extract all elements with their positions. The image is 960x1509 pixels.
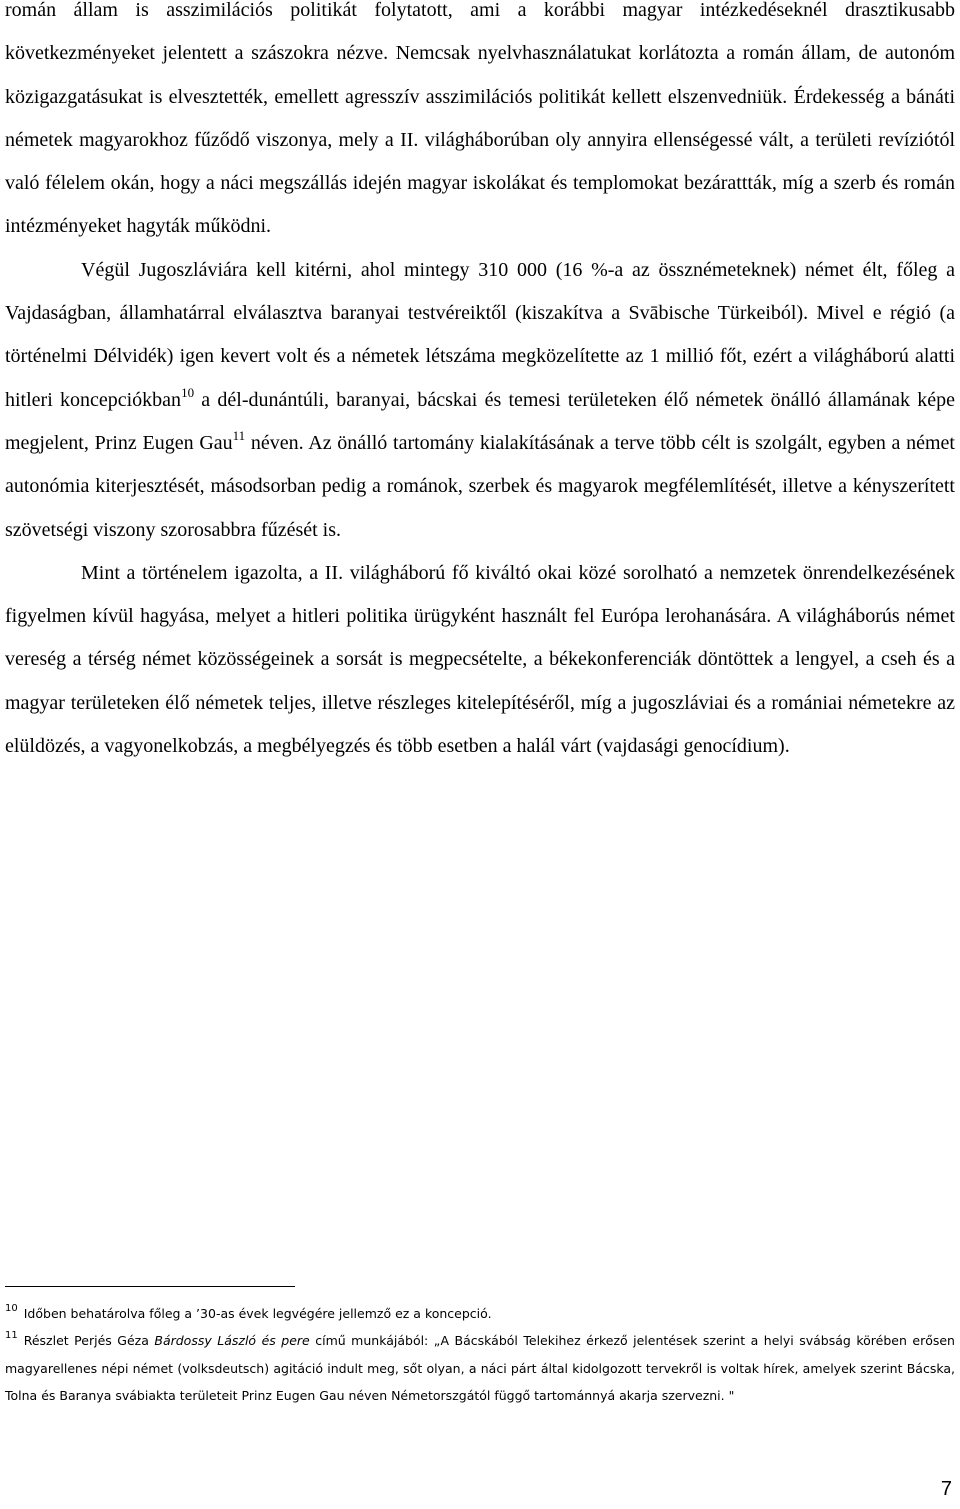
paragraph-1: [5, 0, 955, 249]
footnote-ref-11[interactable]: 11: [232, 427, 246, 443]
footnote-10: [5, 1300, 955, 1327]
body-text: [5, 0, 955, 768]
paragraph-2-text-a: Végül Jugoszláviára kell kitérni, ahol mintegy 310 000 (16 %-a az össznémeteknek) német élt, főleg a Vajdaságban, államhatárral elválasztva baranyai testvéreiktől (kiszakítva a Svābische Türkeiból). Mivel e régió (a történelmi Délvidék) igen kevert volt és a németek létszáma megközelítette az 1 millió főt, ezért a világháború alatti hitleri koncepciókban: [5, 258, 955, 411]
footnotes: [5, 1300, 955, 1409]
footnote-number: 10: [5, 1303, 18, 1314]
paragraph-2: [5, 249, 955, 552]
book-title: Bárdossy László és pere: [154, 1333, 310, 1349]
paragraph-2-text-c: néven. Az önálló tartomány kialakításának a terve több célt is szolgált, egyben a német autonómia kiterjesztését, másodsorban pedig a románok, szerbek és magyarok megfélemlítését, illetve a kényszerített szövetségi viszony szorosabbra fűzését is.: [5, 431, 955, 541]
page-number: 7: [940, 1478, 952, 1500]
footnote-ref-10[interactable]: 10: [181, 384, 195, 400]
footnote-text: Időben behatárolva főleg a ’30-as évek legvégére jellemző ez a koncepció.: [23, 1306, 492, 1321]
footnote-11: [5, 1327, 955, 1409]
paragraph-3-text: Mint a történelem igazolta, a II. világháború fő kiváltó okai közé sorolható a nemzetek önrendelkezésének figyelmen kívül hagyása, melyet a hitleri politika ürügyként használt fel Európa lerohanására. A világháborús német vereség a térség német közösségeinek a sorsát is megpecsételte, a békekonferenciák döntöttek a lengyel, a cseh és a magyar területeken élő németek teljes, illetve részleges kitelepítéséről, míg a jugoszláviai és a romániai németekre az elüldözés, a vagyonelkobzás, a megbélyegzés és több esetben a halál várt (vajdasági genocídium).: [5, 561, 955, 758]
footnote-text-pre: Részlet Perjés Géza: [23, 1333, 155, 1349]
footnote-text-post: című munkájából: „A Bácskából Telekihez érkező jelentések szerint a helyi svábság körében erősen magyarellenes népi német (volksdeutsch) agitáció indult meg, sőt olyan, a náci párt által kidolgozott tervekről is voltak hírek, amelyek szerint Bácska, Tolna és Baranya svábiakta területeit Prinz Eugen Gau néven Németorszgától függő tartománnyá akarja szervezni. ": [5, 1333, 955, 1403]
footnote-separator: [5, 1286, 295, 1287]
paragraph-1-text: román állam is asszimilációs politikát folytatott, ami a korábbi magyar intézkedéseknél drasztikusabb következményeket jelentett a szászokra nézve. Nemcsak nyelvhasználatukat korlátozta a román állam, de autonóm közigazgatásukat is elvesztették, emellett agresszív asszimilációs politikát kellett elszenvedniük. Érdekesség a bánáti németek magyarokhoz fűződő viszonya, mely a II. világháborúban oly annyira ellenségessé vált, a területi revíziótól való félelem okán, hogy a náci megszállás idején magyar iskolákat és templomokat bezárattták, míg a szerb és román intézményeket hagyták működni.: [5, 0, 955, 238]
paragraph-3: [5, 552, 955, 768]
footnote-number: 11: [5, 1330, 18, 1342]
paragraph-2-text-b: a dél-dunántúli, baranyai, bácskai és temesi területeken élő németek önálló államának képe megjelent, Prinz Eugen Gau: [5, 388, 956, 454]
